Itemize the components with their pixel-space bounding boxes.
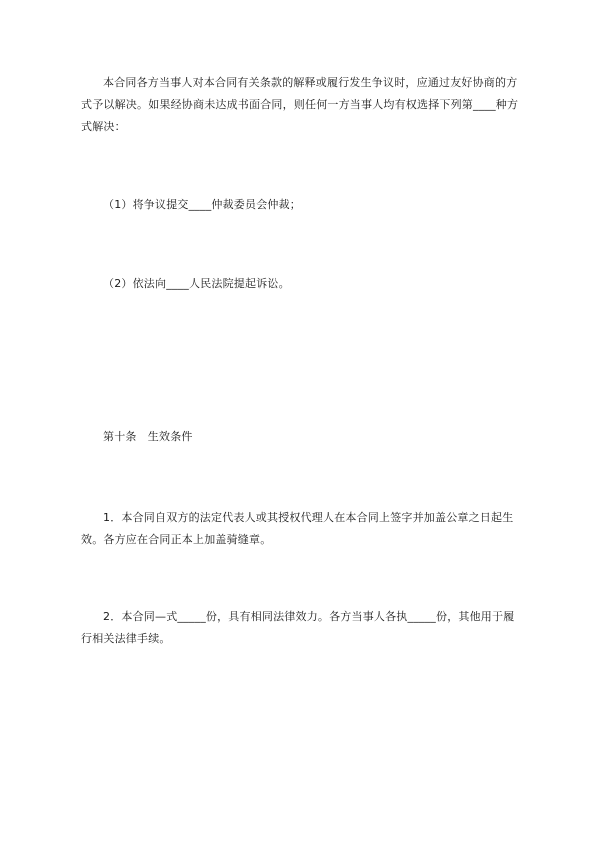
dispute-resolution-paragraph: 本合同各方当事人对本合同有关条款的解释或履行发生争议时，应通过友好协商的方式予以解决。如果经协商未达成书面合同，则任何一方当事人均有权选择下列第____种方式解决：: [81, 76, 519, 133]
effective-clause-1: 1．本合同自双方的法定代表人或其授权代理人在本合同上签字并加盖公章之日起生效。各方应在合同正本上加盖骑缝章。: [81, 511, 514, 546]
option-litigation: （2）依法向____人民法院提起诉讼。: [103, 277, 290, 290]
option-arbitration: （1）将争议提交____仲裁委员会仲裁；: [103, 198, 301, 211]
effective-clause-2: 2．本合同—式_____份，具有相同法律效力。各方当事人各执_____份，其他用于履行相关法律手续。: [81, 610, 515, 645]
article-10-heading: 第十条 生效条件: [103, 430, 193, 443]
